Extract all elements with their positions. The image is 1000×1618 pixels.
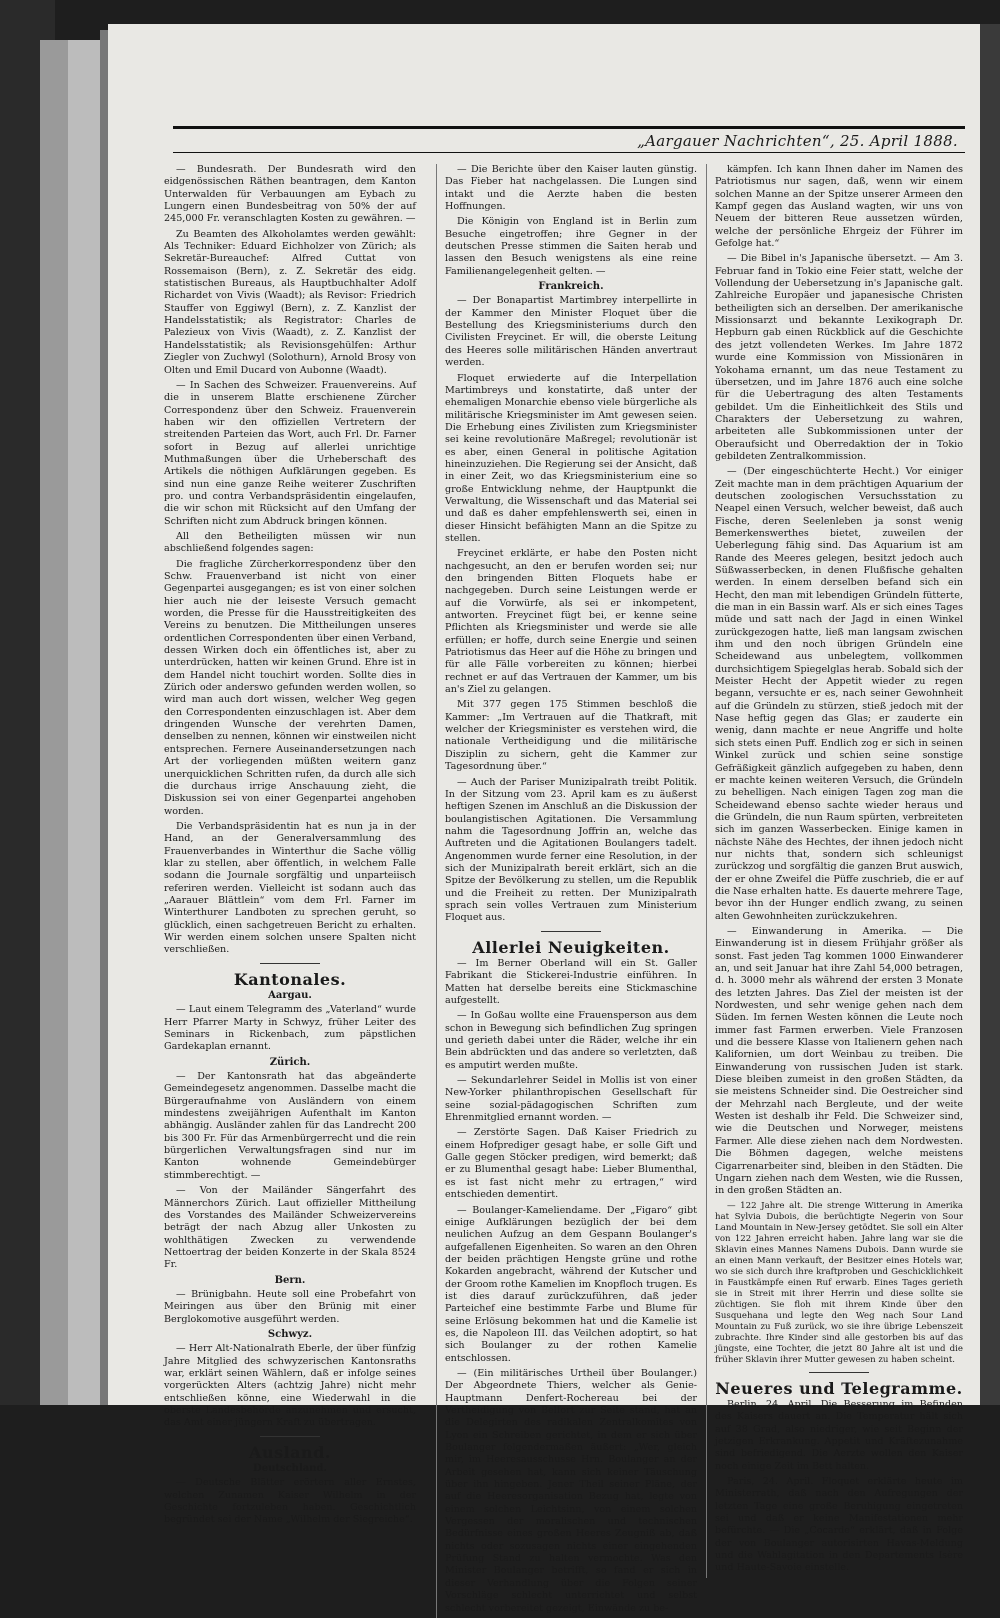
subsection-heading: Schwyz. [267, 1328, 313, 1340]
divider [809, 1372, 869, 1373]
paragraph: — Zerstörte Sagen. Daß Kaiser Friedrich zu einem Hofprediger gesagt habe, er solle Gift und Galle gegen Stöcker predigen, wird bemerkt; daß er zu Blumenthal gesagt habe: Lieber Blumenthal, es ist fast nicht mehr zu ertragen,“ wird entschieden dementirt. [445, 1127, 697, 1201]
paragraph: — Auch der Pariser Munizipalrath treibt Politik. In der Sitzung vom 23. April kam es zu äußerst heftigen Szenen im Anschluß an die Diskussion der boulangistischen Agitationen. Die Versammlung nahm die Tagesordnung Joffrin an, welche das Auftreten und die Agitationen Boulangers tadelt. Angenommen wurde ferner eine Resolution, in der sich der Munizipalrath bereit erklärt, sich an die Spitze der Bevölkerung zu stellen, um die Republik und die Freiheit zu retten. Der Munizipalrath sprach sein volles Vertrauen zum Ministerium Floquet aus. [445, 776, 697, 924]
paragraph: — In Sachen des Schweizer. Frauenvereins. Auf die in unserem Blatte erschienene Zürcher Correspondenz über den Schweiz. Frauenverein haben wir den offiziellen Vertretern der streitenden Parteien das Wort, auch Frl. Dr. Farner sofort in Bezug auf allerlei unrichtige Muthmaßungen über die Urheberschaft des Artikels die nöthigen Aufklärungen gegeben. Es sind nun eine ganze Reihe weiterer Zuschriften pro. und contra Verbandspräsidentin eingelaufen, die wir schon mit Rücksicht auf den Umfang der Schriften nicht zum Abdruck bringen können. [164, 379, 416, 527]
paragraph: Freycinet erklärte, er habe den Posten nicht nachgesucht, an den er berufen worden sei; nur den bringenden Bitten Floquets habe er nachgegeben. Durch seine Leistungen werde er auf die Vorwürfe, als sei er inkompetent, antworten. Freycinet fügt bei, er kenne seine Pflichten als Kriegsminister und werde sie alle erfüllen; er hoffe, durch seine Energie und seinen Patriotismus das Heer auf die Höhe zu bringen und für alle Fälle vorbereiten zu können; hierbei rechnet er auf das Vertrauen der Kammer, um bis an's Ziel zu gelangen. [445, 548, 697, 696]
paragraph: Floquet erwiederte auf die Interpellation Martimbreys und konstatirte, daß unter der ehemaligen Monarchie ebenso viele bürgerliche als militärische Kriegsminister im Amt gewesen seien. Die Erhebung eines Zivilisten zum Kriegsminister sei keine revolutionäre Maßregel; revolutionär ist es aber, einen General in politische Agitation hineinzuziehen. Die Regierung sei der Ansicht, daß in einer Zeit, wo das Kriegsministerium eine so große Entwicklung nehme, der Hauptpunkt die Verwaltung, die Wissenschaft und das Material sei und daß es daher empfehlenswerth sei, einen in dieser Hinsicht befähigten Mann an die Spitze zu stellen. [445, 372, 697, 544]
paragraph: — Deutsche Blätter erörtern aller Ernstes, welchen Zunamen Kaiser Wilhelm in der Geschichte fortzuleben haben. Geschichtlich begründet sei der Name „Wilhelm der Siegreiche“. [164, 1477, 416, 1526]
page-header: „Aargauer Nachrichten“, 25. April 1888. [637, 132, 958, 150]
paragraph: — 122 Jahre alt. Die strenge Witterung in Amerika hat Sylvia Dubois, die berüchtigte Negerin von Sour Land Mountain in New-Jersey getödtet. Sie soll ein Alter von 122 Jahren erreicht haben. Jahre lang war sie die Sklavin eines Mannes Namens Dubois. Dann wurde sie an einen Mann verkauft, der Besitzer eines Hotels war, wo sie sich durch ihre kraftproben und Geschicklichkeit in Faustkämpfe einen Ruf erwarb. Eines Tages gerieth sie in Streit mit ihrer Herrin und diese sollte sie züchtigen. Sie floh mit ihrem Kinde über den Susquehana und legte den Weg nach Sour Land Mountain zu Fuß zurück, wo sie ihre übrige Lebenszeit zubrachte. Ihre Kinder sind alle gestorben bis auf das jüngste, eine Tochter, die jetzt 80 Jahre alt ist und die früher Sklavin ihrer Mutter gewesen zu haben scheint. [715, 1200, 963, 1365]
paragraph: — Die Berichte über den Kaiser lauten günstig. Das Fieber hat nachgelassen. Die Lungen sind intakt und die Aerzte haben die besten Hoffnungen. [445, 164, 697, 213]
subsection-heading: Aargau. [268, 990, 312, 1001]
paragraph: Die Königin von England ist in Berlin zum Besuche eingetroffen; ihre Gegner in der deutschen Presse stimmen die Saiten herab und lassen den Besuch wenigstens als eine reine Familienangelegenheit gelten. — [445, 216, 697, 277]
page-stack-edge [40, 40, 70, 1405]
paragraph: — (Ein militärisches Urtheil über Boulanger.) Der Abgeordnete Thiers, welcher als Genie-Hauptmann Denfert-Rochereau bei der Vertheidigung von Belfort zur Seite stand, hat an die Delegirten des radikalen Zentralkomites von Lyon ein Schreiben gerichtet, in dem er sich über Boulanger folgendermaßen äußert: „Wer, gleich mir, im Heeresausschusse Hrn. Boulanger an der Arbeit gesehen hat, kann sich keiner Täuschung über ihn hingeben. Jener Theil seiner Pläne, der auf die Heeresorganisation Bezug hat, legte von einem solchen Leichtsinn, von einem solchen Vergessen der moralischen und technischen Bedürfnisse eines großen Heeres Zeugniß ab, daß nichts oder sozusagen nichts einer eingehenden Prüfung Stand zu halten vermochte. Was den Minister Boulanger betrifft, so fand er sich in dieser Verhandlung über die Folgen seiner Vorschläge schlecht unterrichtet und selbst schlecht vorbereitet gezeigt, Einwände zu be- [445, 1367, 697, 1614]
paragraph: Zu Beamten des Alkoholamtes werden gewählt: Als Techniker: Eduard Eichholzer von Zürich; als Sekretär-Bureauchef: Alfred Cuttat von Rossemaison (Bern), z. Z. Sekretär des eidg. statistischen Bureaus, als Hauptbuchhalter Adolf Richardet von Vivis (Waadt); als Revisor: Friedrich Stauffer von Eggiwyl (Bern), z. Z. Kanzlist der Handelsstatistik; als Registrator: Charles de Palezieux von Vivis (Waadt), z. Z. Kanzlist der Handelsstatistik; als Revisionsgehülfen: Arthur Ziegler von Zuchwyl (Solothurn), Arnold Brosy von Olten und Emil Ducard von Aubonne (Waadt). [164, 228, 416, 376]
column-1 [164, 164, 416, 1530]
paragraph: — Brünigbahn. Heute soll eine Probefahrt von Meiringen aus über den Brünig mit einer Berglokomotive ausgeführt werden. [164, 1288, 416, 1325]
subsection-heading: Zürich. [269, 1056, 311, 1068]
paragraph: — Einwanderung in Amerika. — Die Einwanderung ist in diesem Frühjahr größer als sonst. Fast jeden Tag kommen 1000 Einwanderer an, und seit Januar hat ihre Zahl 54,000 betragen, d. h. 3000 mehr als während der ersten 3 Monate des letzten Jahres. Das Ziel der meisten ist der Nordwesten, und sehr wenige gehen nach dem Süden. Im fernen Westen können die Leute noch immer fast Farmen erwerben. Viele Franzosen und die bessere Klasse von Italienern gehen nach Kalifornien, um dort Weinbau zu treiben. Die Einwanderung von russischen Juden ist stark. Diese bleiben zumeist in den großen Städten, da sie meistens Schneider sind. Die Oestreicher sind der Mehrzahl nach Bergleute, und der weite Westen ist deshalb ihr Feld. Die Schweizer sind, wie die Deutschen und Norweger, meistens Farmer. Alle diese ziehen nach dem Nordwesten. Die Böhmen dagegen, welche meistens Cigarrenarbeiter sind, bleiben in den Städten. Die Ungarn ziehen nach dem Westen, wie die Russen, in den großen Städten an. [715, 925, 963, 1197]
dark-background-right [980, 24, 1000, 1405]
section-heading: Kantonales. [233, 969, 347, 989]
divider [541, 931, 601, 932]
paragraph: Mit 377 gegen 175 Stimmen beschloß die Kammer: „Im Vertrauen auf die Thatkraft, mit welcher der Kriegsminister es verstehen wird, die nationale Vertheidigung und die militärische Disziplin zu sichern, geht die Kammer zur Tagesordnung über.“ [445, 699, 697, 773]
column-2 [436, 164, 697, 1618]
divider [260, 1436, 320, 1437]
paragraph: — Bundesrath. Der Bundesrath wird den eidgenössischen Räthen beantragen, dem Kanton Unterwalden für Verbauungen am Eybach zu Lungern einen Bundesbeitrag von 50% der auf 245,000 Fr. veranschlagten Kosten zu gewähren. — [164, 164, 416, 225]
paragraph: — Der Kantonsrath hat das abgeänderte Gemeindegesetz angenommen. Dasselbe macht die Bürgeraufnahme von Ausländern von einem mindestens zweijährigen Aufenthalt im Kanton abhängig. Ausländer zahlen für das Landrecht 200 bis 300 Fr. Für das Armenbürgerrecht und die rein bürgerlichen Verwaltungsfragen sind nur im Kanton wohnende Gemeindebürger stimmberechtigt. — [164, 1071, 416, 1181]
subsection-heading: Bern. [274, 1274, 306, 1286]
subsection-heading: Frankreich. [538, 281, 604, 293]
paragraph: kämpfen. Ich kann Ihnen daher im Namen des Patriotismus nur sagen, daß, wenn wir einem solchen Manne an der Spitze unserer Armeen den Kampf gegen das Ausland wagten, wir uns von Neuem der bitteren Reue aussetzen würden, welche der persönliche Ehrgeiz der Führer im Gefolge hat.“ [715, 164, 963, 250]
book-spine [100, 30, 108, 1405]
header-rule [173, 126, 965, 129]
paragraph: — In Goßau wollte eine Frauensperson aus dem schon in Bewegung sich befindlichen Zug springen und gerieth dabei unter die Räder, welche ihr ein Bein abdrückten und das andere so verletzten, daß es amputirt werden mußte. [445, 1010, 697, 1071]
paragraph: — Die Bibel in's Japanische übersetzt. — Am 3. Februar fand in Tokio eine Feier statt, welche der Vollendung der Uebersetzung in's Japanische galt. Zahlreiche Europäer und japanesische Christen betheiligten sich an derselben. Der amerikanische Missionsarzt und bekannte Lexikograph Dr. Hepburn gab einen Rückblick auf die Geschichte des jetzt vollendeten Werkes. Im Jahre 1872 wurde eine Kommission von Missionären in Yokohama ernannt, um das neue Testament zu übersetzen, und im Jahre 1876 auch eine solche für die Uebertragung des alten Testaments gebildet. Um die Einheitlichkeit des Stils und Charakters der Uebersetzung zu wahren, arbeiteten alle Subkommissionen unter der Oberaufsicht und Oberredaktion der in Tokio gebildeten Zentralkommission. [715, 253, 963, 462]
paragraph: — Herr Alt-Nationalrath Eberle, der über fünfzig Jahre Mitglied des schwyzerischen Kantonsraths war, erklärt seinen Wählern, daß er infolge seines vorgerückten Alters (achtzig Jahre) nicht mehr entschließen könne, eine Wiederwahl in die oberste Landesbehörde anzunehmen und ersucht, das Amt einer jüngern Kraft zu übertragen. [164, 1343, 416, 1429]
header-rule [173, 152, 965, 153]
paragraph: — Der Bonapartist Martimbrey interpellirte in der Kammer den Minister Floquet über die Bestellung des Kriegsministeriums durch den Civilisten Freycinet. Er will, die oberste Leitung des Heeres solle militärischen Händen anvertraut werden. [445, 295, 697, 369]
paragraph: — Im Berner Oberland will ein St. Galler Fabrikant die Stickerei-Industrie einführen. In Matten hat derselbe bereits eine Stickmaschine aufgestellt. [445, 957, 697, 1006]
column-3 [706, 164, 963, 1578]
paragraph: — Sekundarlehrer Seidel in Mollis ist von einer New-Yorker philanthropischen Gesellschaft für seine sozial-pädagogischen Schriften zum Ehrenmitglied ernannt worden. — [445, 1075, 697, 1124]
newspaper-page [108, 24, 980, 1614]
paragraph: — Boulanger-Kameliendame. Der „Figaro“ gibt einige Aufklärungen bezüglich der bei dem neulichen Aufzug an dem Gespann Boulanger's aufgefallenen Eigenheiten. So waren an den Ohren der beiden prächtigen Hengste grüne und rothe Kokarden angebracht, während der Kutscher und der Groom rothe Kamelien im Knopfloch trugen. Es ist dies darauf zurückzuführen, daß jeder Parteichef eine bestimmte Farbe und Blume für seine Erlösung bekommen hat und die Kamelie ist es, die Napoleon III. das Veilchen adoptirt, so hat sich Boulanger zu der rothen Kamelie entschlossen. [445, 1204, 697, 1364]
divider [260, 963, 320, 964]
page-stack-edge [68, 40, 100, 1405]
section-heading: Allerlei Neuigkeiten. [472, 937, 670, 957]
paragraph: Berlin, 24. April. Die Besserung im Befinden des Kaisers dauert an. Die Temperatur hält sich auf 38 Grad, also niedriger, wie seit Beginn der jetzigen Erkrankung. Appetit und Kräftezunahme sind befriedigend. Die Aerzte wollen den Kaiser noch einige Zeit im Bett halten. [715, 1398, 963, 1472]
subsection-heading: Deutschland. [253, 1463, 327, 1475]
paragraph: Die fragliche Zürcherkorrespondenz über den Schw. Frauenverband ist nicht von einer Gegenpartei ausgegangen; es ist von einer solchen hier auch nie der leiseste Versuch gemacht worden, die Presse für die Hausstreitigkeiten des Vereins zu benutzen. Die Mittheilungen unseres ordentlichen Correspondenten über einen Verband, dessen Wirken doch ein öffentliches ist, aber zu unterdrücken, hatten wir keinen Grund. Ehre ist in dem Handel nicht touchirt worden. Sollte dies in Zürich oder anderswo gefunden werden wollen, so wird man auch dort wissen, welcher Weg gegen den Correspondenten einzuschlagen ist. Aber dem dringenden Wunsche der verehrten Damen, denselben zu nennen, können wir einstweilen nicht entsprechen. Fernere Auseinandersetzungen nach Art der vorliegenden müßten weitern ganz unerquicklichen Schritten rufen, da durch alle sich die durchaus irrige Anschauung zieht, die Diskussion sei von einer Gegenpartei angehoben worden. [164, 558, 416, 817]
paragraph: — Von der Mailänder Sängerfahrt des Männerchors Zürich. Laut offizieller Mittheilung des Vorstandes des Mailänder Schweizervereins beträgt der nach Abzug aller Unkosten zu wohlthätigen Zwecken zu verwendende Nettoertrag der beiden Konzerte in der Skala 8524 Fr. [164, 1185, 416, 1271]
paragraph: Paris, 24. April. Floquet erklärte heute im Ministerrath, daß nach den Aufregungen der letzten Tage eine große Beruhigung eingetreten sei und daß er keine Manifestationen mehr befürchte. — Die „Cocarde“ erklärt, daß in Folge der von Boulanger autorisirten Havas-Meldung und die Wahlagitation in den Departements Isère und Haute-Savoie einstelle. [715, 1475, 963, 1574]
paragraph: Die Verbandspräsidentin hat es nun ja in der Hand, an der Generalversammlung des Frauenverbandes in Winterthur die Sache völlig klar zu stellen, aber öffentlich, in welchem Falle sodann die Journale sorgfältig und unparteiisch referiren werden. Vielleicht ist sodann auch das „Aarauer Blättlein“ vom dem Frl. Farner im Winterthurer Landboten zu sprechen geruht, so glücklich, einen sachgetreuen Bericht zu erhalten. Wir werden einem solchen unsere Spalten nicht verschließen. [164, 820, 416, 956]
paragraph: — (Der eingeschüchterte Hecht.) Vor einiger Zeit machte man in dem prächtigen Aquarium der deutschen zoologischen Versuchsstation zu Neapel einen Versuch, welcher beweist, daß auch Fische, deren Seelenleben ja sonst wenig Bemerkenswerthes bietet, zuweilen der Ueberlegung fähig sind. Das Aquarium ist am Rande des Meeres gelegen, besitzt jedoch auch Süßwasserbecken, in denen Flußfische gehalten werden. In einem derselben befand sich ein Hecht, den man mit lebendigen Gründeln fütterte, die man in ein Bassin warf. Als er sich eines Tages müde und satt nach der Jagd in einen Winkel zurückgezogen hatte, ließ man langsam zwischen ihm und den noch übrigen Gründeln eine Scheidewand aus unbelegtem, vollkommen durchsichtigem Spiegelglas herab. Sobald sich der Meister Hecht der Appetit wieder zu regen begann, versuchte er es, nach seiner Gewohnheit auf die Gründeln zu stürzen, stieß jedoch mit der Nase heftig gegen das Glas; er zauderte ein wenig, dann machte er neue Angriffe und holte sich stets einen Puff. Endlich zog er sich in seinen Winkel zurück und schien seine sonstige Gefräßigkeit gänzlich aufgegeben zu haben, denn er machte keinen weiteren Versuch, die Gründeln zu behelligen. Nach einigen Tagen zog man die Scheidewand ebenso sachte wieder heraus und die Gründeln, die nun Raum spürten, verbreiteten sich im ganzen Wasserbecken. Einige kamen in nächste Nähe des Hechtes, der ihnen jedoch nicht nur nichts that, sondern sich schleunigst zurückzog und sorgfältig die ganzen Brut auswich, der er ohne Zweifel die Püffe zuschrieb, die er auf die Nase erhalten hatte. Es dauerte mehrere Tage, bevor ihn der Hunger endlich zwang, zu seinen alten Gewohnheiten zurückzukehren. [715, 466, 964, 922]
section-heading: Neueres und Telegramme. [715, 1378, 963, 1398]
section-heading: Ausland. [249, 1442, 331, 1462]
paragraph: — Laut einem Telegramm des „Vaterland“ wurde Herr Pfarrer Marty in Schwyz, früher Leiter des Seminars in Rickenbach, zum päpstlichen Gardekaplan ernannt. [164, 1004, 416, 1053]
paragraph: All den Betheiligten müssen wir nun abschließend folgendes sagen: [164, 530, 416, 555]
